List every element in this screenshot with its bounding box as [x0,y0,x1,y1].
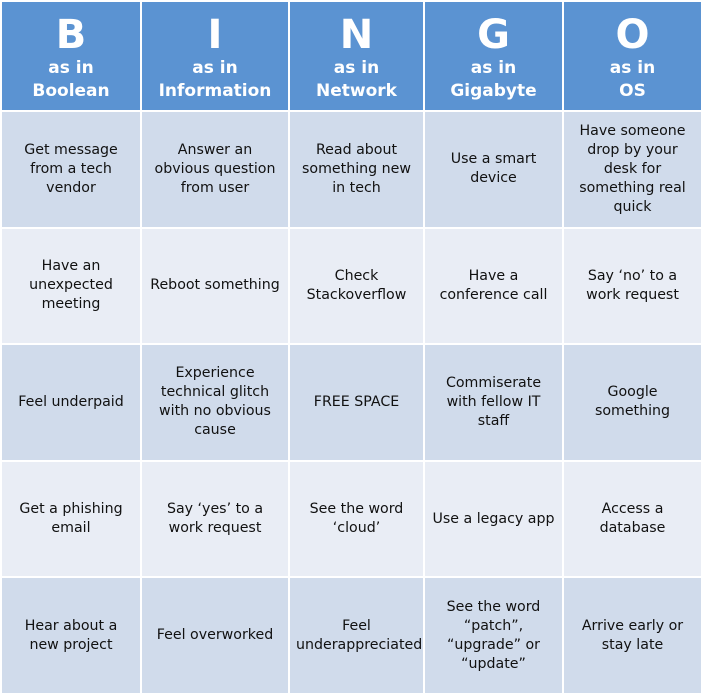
bingo-row-5 [1,577,702,694]
header-as-in: as in [48,58,94,78]
bingo-cell[interactable]: Get a phishing email [1,461,141,578]
header-word: Gigabyte [450,81,537,101]
header-n [289,1,424,111]
header-letter: G [477,12,510,58]
bingo-cell[interactable]: Have a conference call [424,228,563,345]
bingo-cell[interactable]: Have someone drop by your desk for something real quick [563,111,702,228]
bingo-cell[interactable]: Google something [563,344,702,461]
bingo-cell[interactable]: Reboot something [141,228,289,345]
header-word: OS [619,81,646,101]
bingo-cell[interactable]: See the word ‘cloud’ [289,461,424,578]
bingo-cell[interactable]: Feel overworked [141,577,289,694]
bingo-cell[interactable]: Say ‘yes’ to a work request [141,461,289,578]
header-letter: I [207,12,223,58]
free-space-cell[interactable]: FREE SPACE [289,344,424,461]
bingo-cell[interactable]: Hear about a new project [1,577,141,694]
header-o [563,1,702,111]
bingo-cell[interactable]: Feel underappreciated [289,577,424,694]
bingo-cell[interactable]: Read about something new in tech [289,111,424,228]
bingo-cell[interactable]: Use a smart device [424,111,563,228]
bingo-cell[interactable]: Get message from a tech vendor [1,111,141,228]
bingo-cell[interactable]: Arrive early or stay late [563,577,702,694]
header-letter: N [339,12,374,58]
header-row [1,1,702,111]
header-i [141,1,289,111]
header-letter: O [615,12,650,58]
header-as-in: as in [192,58,238,78]
header-as-in: as in [333,58,380,78]
header-word: Boolean [32,81,110,101]
bingo-cell[interactable]: Check Stackoverflow [289,228,424,345]
bingo-cell[interactable]: Commiserate with fellow IT staff [424,344,563,461]
bingo-cell[interactable]: Feel underpaid [1,344,141,461]
header-word: Network [316,81,397,101]
bingo-row-2 [1,228,702,345]
header-g [424,1,563,111]
header-letter: B [55,12,87,58]
header-b [1,1,141,111]
bingo-cell[interactable]: Have an unexpected meeting [1,228,141,345]
bingo-row-3 [1,344,702,461]
bingo-cell[interactable]: Say ‘no’ to a work request [563,228,702,345]
header-word: Information [158,81,272,101]
bingo-cell[interactable]: Answer an obvious question from user [141,111,289,228]
header-as-in: as in [609,58,656,78]
bingo-cell[interactable]: Experience technical glitch with no obvious cause [141,344,289,461]
header-as-in: as in [470,58,517,78]
bingo-row-4 [1,461,702,578]
bingo-cell[interactable]: See the word “patch”, “upgrade” or “update” [424,577,563,694]
bingo-cell[interactable]: Use a legacy app [424,461,563,578]
bingo-row-1 [1,111,702,228]
bingo-cell[interactable]: Access a database [563,461,702,578]
